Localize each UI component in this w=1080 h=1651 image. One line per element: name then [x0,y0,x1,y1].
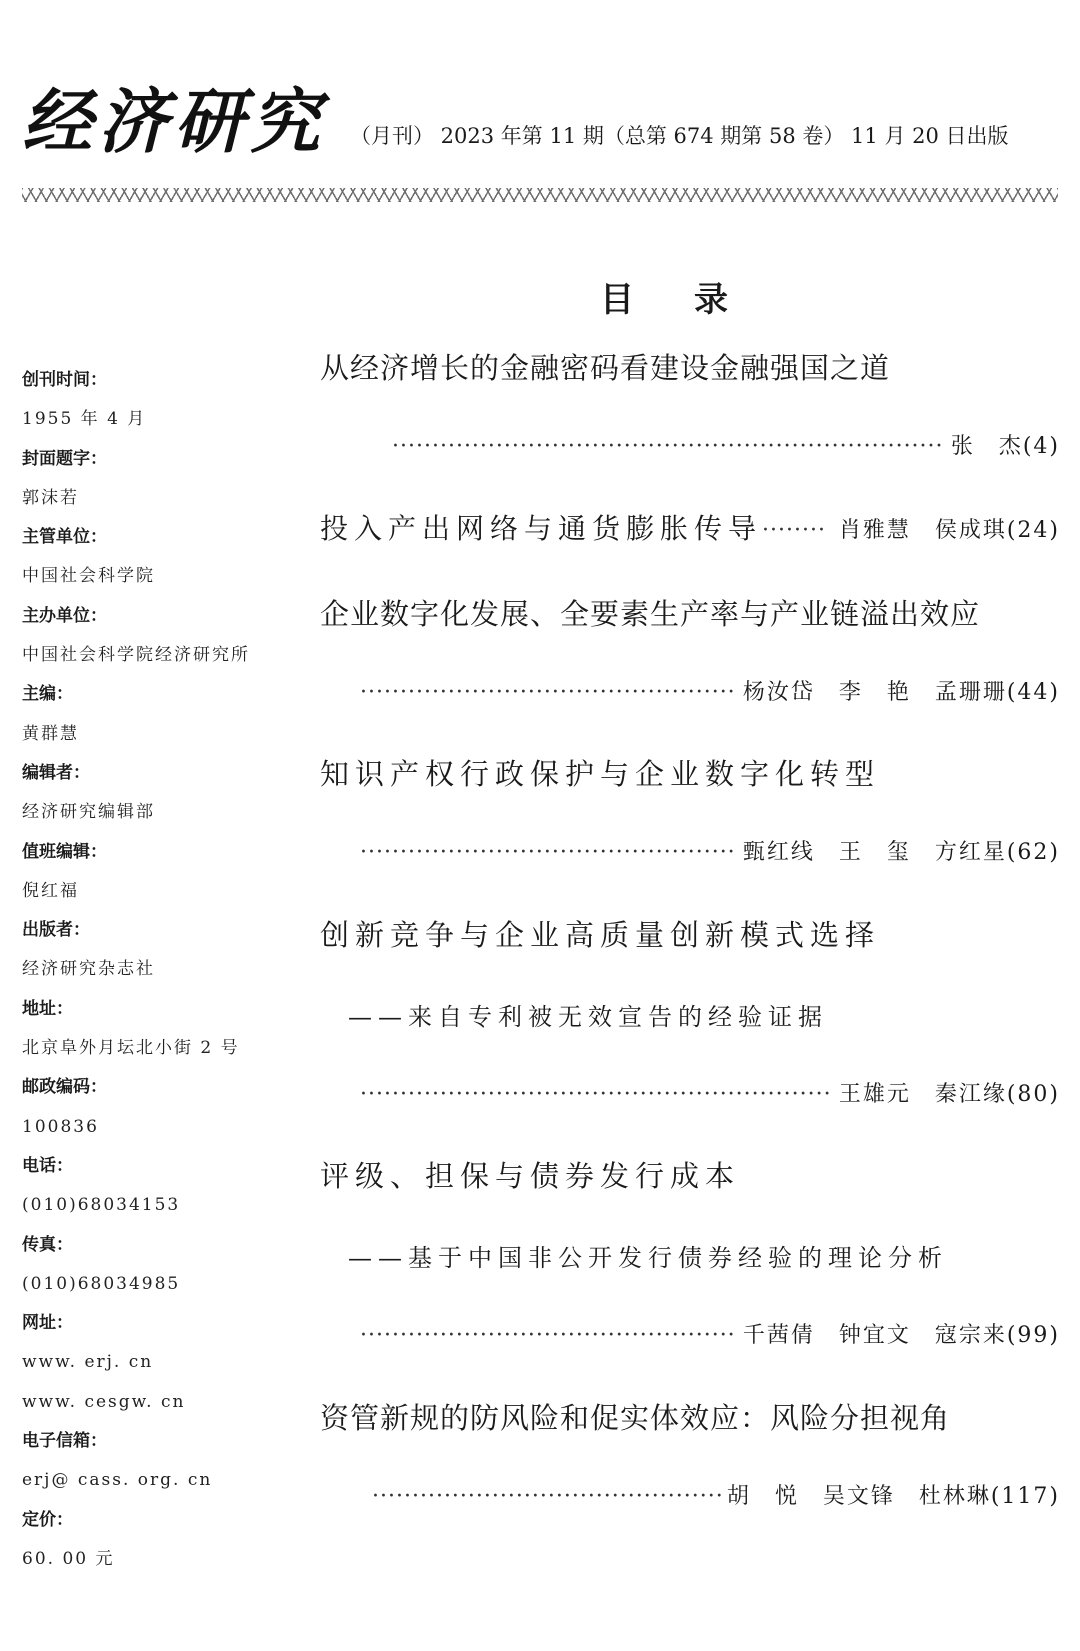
sidebar-value: (010)68034153 [22,1195,181,1216]
decorative-divider [22,188,1058,202]
sidebar-label: 创刊时间： [22,370,107,390]
article-authors: 王雄元 秦江缘(80) [838,1082,1060,1107]
sidebar-value: www. erj. cn [22,1352,154,1373]
sidebar-value: 60. 00 元 [22,1548,115,1569]
sidebar-label: 地址： [22,998,73,1019]
sidebar-value: erj@ cass. org. cn [22,1470,213,1491]
sidebar-value: www. cesgw. cn [22,1391,186,1412]
sidebar-label: 邮政编码： [22,1077,107,1098]
sidebar-label: 传真： [22,1234,73,1255]
article-authors: 杨汝岱 李 艳 孟珊珊(44) [742,680,1060,705]
masthead-info-sidebar [22,367,292,1585]
article-authors: 张 杰(4) [950,434,1060,459]
journal-logo: 经济研究 [22,80,326,163]
article-title[interactable]: 创新竞争与企业高质量创新模式选择 [320,918,881,952]
leader-dots [392,432,945,462]
sidebar-value: 黄群慧 [22,723,79,744]
sidebar-value: 郭沫若 [22,487,79,508]
article-byline [372,1478,1060,1512]
sidebar-label: 定价： [22,1509,73,1530]
article-title[interactable]: 从经济增长的金融密码看建设金融强国之道 [320,351,891,385]
sidebar-label: 网址： [22,1313,73,1334]
article-byline [360,1317,1060,1351]
sidebar-label: 电话： [22,1155,73,1176]
sidebar-value: 经济研究编辑部 [22,802,155,823]
leader-dots [372,1482,721,1512]
article-authors: 胡 悦 吴文锋 杜林琳(117) [726,1484,1060,1509]
leader-dots [360,1080,833,1110]
sidebar-value: 1955 年 4 月 [22,409,147,430]
sidebar-label: 封面题字： [22,448,107,469]
sidebar-value: 倪红福 [22,880,79,901]
sidebar-label: 主编： [22,684,73,705]
article-title[interactable]: 评级、担保与债券发行成本 [320,1159,741,1193]
article-authors: 肖雅慧 侯成琪(24) [838,518,1060,543]
sidebar-value: 中国社会科学院经济研究所 [22,645,250,666]
article-authors: 甄红线 王 玺 方红星(62) [742,840,1060,865]
article-authors: 千茜倩 钟宜文 寇宗来(99) [742,1323,1060,1348]
sidebar-label: 出版者： [22,920,90,941]
article-byline [392,428,1060,462]
article-byline [360,1076,1060,1110]
leader-dots [360,838,737,868]
sidebar-value: 中国社会科学院 [22,566,155,587]
issue-info: （月刊） 2023 年第 11 期（总第 674 期第 58 卷） 11 月 20 日出版 [350,124,1009,148]
sidebar-value: 北京阜外月坛北小街 2 号 [22,1038,240,1059]
article-byline [360,674,1060,708]
sidebar-label: 电子信箱： [22,1431,107,1452]
sidebar-label: 值班编辑： [22,841,107,862]
article-title[interactable]: 资管新规的防风险和促实体效应：风险分担视角 [320,1401,951,1435]
article-title[interactable]: 投入产出网络与通货膨胀传导 [320,512,763,545]
sidebar-value: 经济研究杂志社 [22,959,155,980]
leader-dots [360,678,737,708]
article-subtitle: ——来自专利被无效宣告的经验证据 [348,1003,828,1031]
sidebar-label: 主管单位： [22,527,107,548]
sidebar-label: 编辑者： [22,762,90,783]
article-byline [360,834,1060,868]
article-row [320,512,1060,546]
sidebar-value: (010)68034985 [22,1273,181,1294]
masthead [22,80,1062,170]
sidebar-value: 100836 [22,1116,99,1137]
article-title[interactable]: 企业数字化发展、全要素生产率与产业链溢出效应 [320,597,981,631]
sidebar-label: 主办单位： [22,605,107,626]
leader-dots [762,516,825,546]
leader-dots [360,1321,737,1351]
toc-heading: 目录 [600,280,788,320]
article-subtitle: ——基于中国非公开发行债券经验的理论分析 [348,1244,948,1272]
article-title[interactable]: 知识产权行政保护与企业数字化转型 [320,757,881,791]
